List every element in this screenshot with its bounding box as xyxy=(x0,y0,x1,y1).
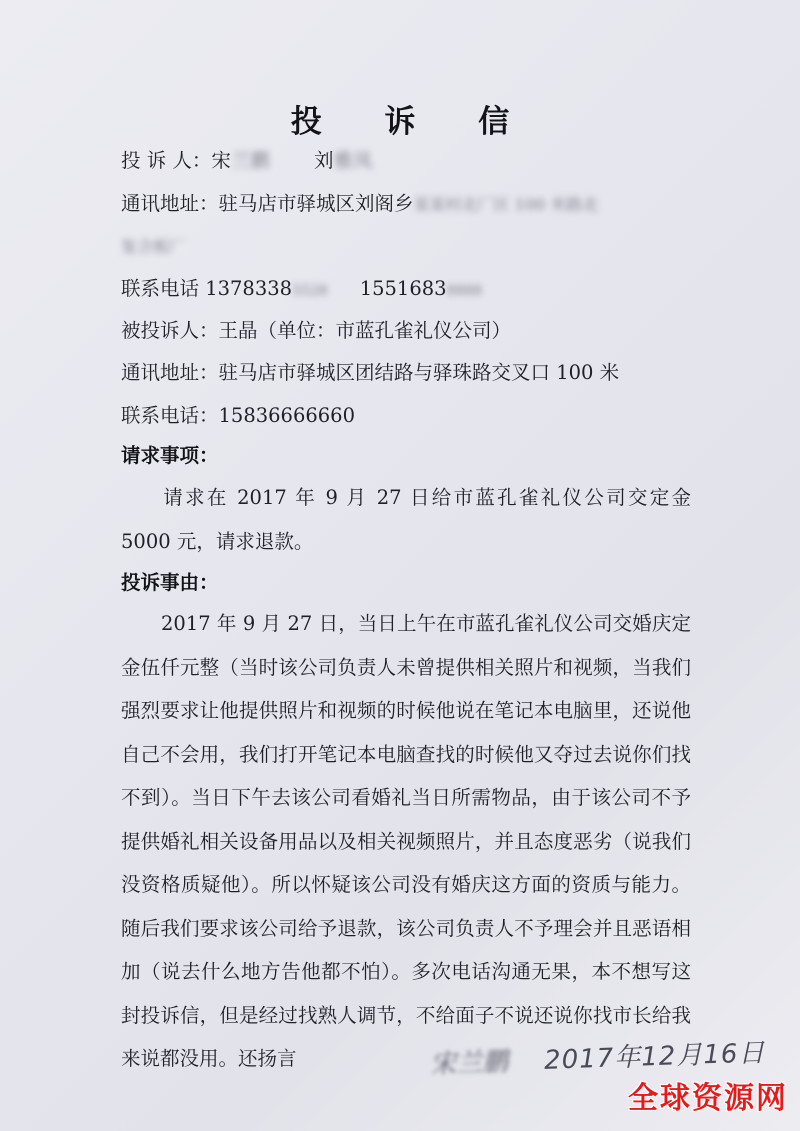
signature-date: 2017年12月16日 xyxy=(543,1038,766,1076)
respondent-line xyxy=(121,318,511,344)
respondent-address-line xyxy=(121,360,619,386)
complainant-name-2: 刘 xyxy=(313,149,334,172)
reason-paragraph xyxy=(121,602,691,1081)
request-heading: 请求事项： xyxy=(121,444,219,467)
complainant-name-2-redacted: 雅凤 xyxy=(333,149,373,172)
respondent-phone-label: 联系电话： xyxy=(121,404,219,427)
complainant-name-1-redacted: 兰鹏 xyxy=(230,149,270,172)
complainant-phone-line xyxy=(121,276,482,304)
complainant-label: 投 诉 人： xyxy=(121,149,212,172)
complainant-address-value: 驻马店市驿城区刘阁乡 xyxy=(218,192,414,215)
respondent-address-value: 驻马店市驿城区团结路与驿珠路交叉口 100 米 xyxy=(218,361,620,384)
respondent-value: 王晶（单位：市蓝孔雀礼仪公司） xyxy=(218,319,512,342)
signature-name: 宋兰鹏 xyxy=(429,1047,509,1080)
respondent-phone-line xyxy=(121,403,355,429)
reason-text: 2017 年 9 月 27 日，当日上午在市蓝孔雀礼仪公司交婚庆定金伍仟元整（当时该公司负责人未曾提供相关照片和视频，当我们强烈要求让他提供照片和视频的时候他说在笔记本电脑里，还说他自己不会用，我们打开笔记本电脑查找的时候他又夺过去说你们找不到）。当日下午去该公司看婚礼当日所需物品，由于该公司不予提供婚礼相关设备用品以及相关视频照片，并且态度恶劣（说我们没资格质疑他）。所以怀疑该公司没有婚庆这方面的资质与能力。随后我们要求该公司给予退款，该公司负责人不予理会并且恶语相加（说去什么地方告他都不怕）。多次电话沟通无果，本不想写这封投诉信，但是经过找熟人调节，不给面子不说还说你找市长给我来说都没用。还扬言 xyxy=(121,612,691,1070)
respondent-address-label: 通讯地址： xyxy=(121,361,219,384)
complainant-address-redacted: 某某村北厂区 100 米路北 xyxy=(413,195,599,214)
letter-title: 投 诉 信 xyxy=(290,104,536,140)
complainant-phone-2: 1551683 xyxy=(359,277,447,300)
complainant-line xyxy=(121,148,372,174)
respondent-label: 被投诉人： xyxy=(121,319,219,342)
complainant-phone-label: 联系电话 xyxy=(121,277,206,300)
complainant-address-continued xyxy=(121,233,185,260)
complainant-address-label: 通讯地址： xyxy=(121,192,219,215)
site-watermark: 全球资源网 xyxy=(628,1081,788,1116)
complainant-phone-2-redacted: 8888 xyxy=(446,283,483,299)
respondent-phone-value: 15836666660 xyxy=(218,404,355,427)
request-text: 请求在 2017 年 9 月 27 日给市蓝孔雀礼仪公司交定金 5000 元，请求退款。 xyxy=(121,486,691,553)
complainant-address-line xyxy=(121,191,598,218)
reason-heading: 投诉事由： xyxy=(121,571,219,594)
complainant-address-redacted-2: 复合板厂 xyxy=(121,237,186,256)
complainant-phone-1-redacted: 5528 xyxy=(292,283,328,299)
complainant-phone-1: 1378338 xyxy=(205,277,293,300)
request-paragraph xyxy=(121,476,691,563)
complainant-name-1: 宋 xyxy=(211,149,231,172)
